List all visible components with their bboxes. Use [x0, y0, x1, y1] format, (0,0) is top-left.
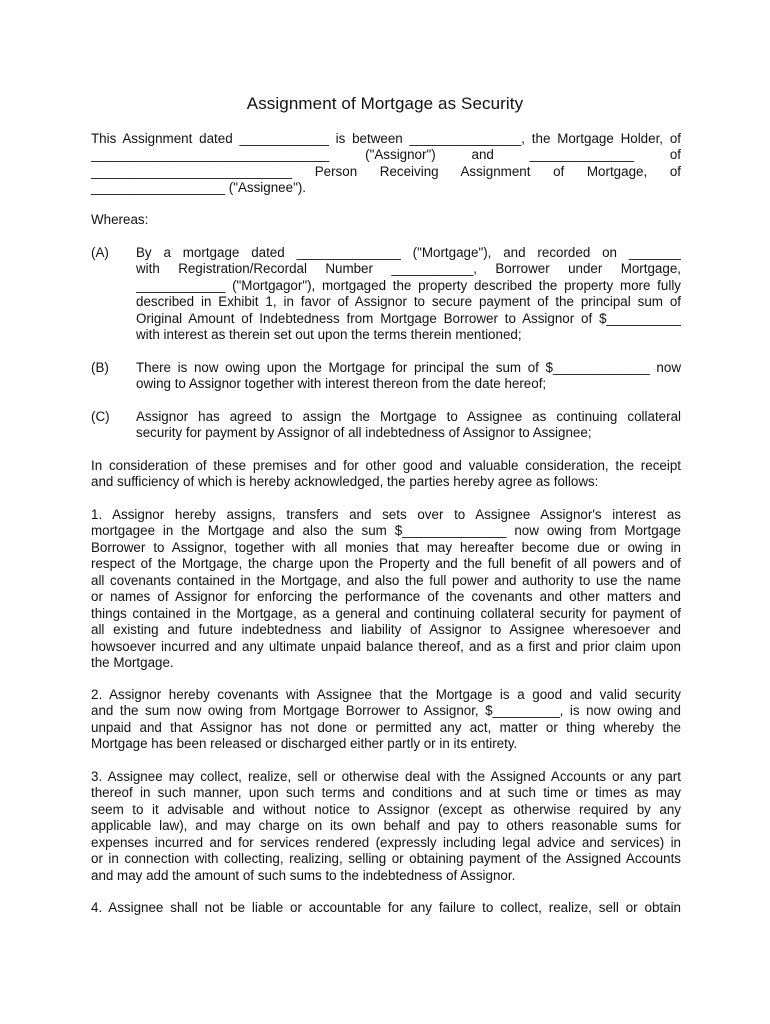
recital-line: with interest as therein set out upon the terms therein mentioned; — [136, 327, 522, 343]
recital-line: with Registration/Recordal Number ___________, Borrower under Mortgage, — [136, 261, 681, 277]
recital-line: owing to Assignor together with interest thereon from the date hereof; — [136, 376, 547, 392]
clause-4 — [91, 900, 681, 916]
whereas-text: Whereas: — [91, 212, 149, 227]
clause-line: all existing and future indebtedness and liability of Assignor to Assignee wheresoever and — [91, 622, 681, 638]
whereas-heading — [91, 212, 681, 228]
clause-line: or in connection with collecting, realizing, selling or obtaining payment of the Assigned Accounts — [91, 851, 681, 867]
recital-line: security for payment by Assignor of all indebtedness of Assignor to Assignee; — [136, 425, 592, 441]
recital-line: Original Amount of Indebtedness from Mortgage Borrower to Assignor of $__________ — [136, 310, 681, 326]
clause-line: and the sum now owing from Mortgage Borrower to Assignor, $_________, is now owing and — [91, 703, 681, 719]
clause-line: things contained in the Mortgage, as a general and continuing collateral security for payment of — [91, 605, 681, 621]
recital-label: (A) — [91, 245, 109, 260]
recital-content — [136, 245, 681, 344]
consideration-line: In consideration of these premises and for other good and valuable consideration, the receipt — [91, 458, 681, 473]
clause-line: applicable law), and may charge on its own behalf and pay to others reasonable sums for — [91, 818, 681, 834]
intro-line: __________________ ("Assignee"). — [91, 180, 307, 196]
consideration-paragraph — [91, 458, 681, 491]
recital-line: By a mortgage dated ______________ ("Mortgage"), and recorded on _______ — [136, 245, 681, 260]
intro-line: ________________________________ ("Assignor") and ______________ of — [91, 147, 681, 163]
consideration-line: and sufficiency of which is hereby acknowledged, the parties hereby agree as follows: — [91, 474, 599, 490]
clause-line: all covenants contained in the Mortgage, and also the full power and authority to use the name — [91, 572, 681, 588]
clause-line: 4. Assignee shall not be liable or accountable for any failure to collect, realize, sell or obtain — [91, 900, 681, 915]
intro-line: This Assignment dated ____________ is between _______________, the Mortgage Holder, of — [91, 131, 681, 146]
clause-line: thereof in such manner, upon such terms and conditions and at such time or times as may — [91, 785, 681, 801]
recital-line: There is now owing upon the Mortgage for principal the sum of $_____________ now — [136, 360, 681, 375]
intro-paragraph — [91, 131, 681, 197]
clause-line: 1. Assignor hereby assigns, transfers and sets over to Assignee Assignor's interest as — [91, 507, 681, 522]
clause-line: the Mortgage. — [91, 654, 174, 670]
clause-line: 3. Assignee may collect, realize, sell or otherwise deal with the Assigned Accounts or any part — [91, 769, 681, 784]
recital-line: described in Exhibit 1, in favor of Assignor to secure payment of the principal sum of — [136, 294, 681, 310]
clause-3 — [91, 769, 681, 884]
clause-line: seem to it advisable and without notice to Assignor (except as otherwise required by any — [91, 801, 681, 817]
recital-line: Assignor has agreed to assign the Mortgage to Assignee as continuing collateral — [136, 409, 681, 424]
clause-line: respect of the Mortgage, the charge upon the Property and the full benefit of all powers and of — [91, 556, 681, 572]
intro-line: ___________________________ Person Receiving Assignment of Mortgage, of — [91, 163, 681, 179]
clause-line: Borrower to Assignor, together with all monies that may hereafter become due or owing in — [91, 539, 681, 555]
recital-content — [136, 409, 681, 442]
recital-line: ____________ ("Mortgagor"), mortgaged the property described the property more fully — [136, 277, 681, 293]
clause-line: Mortgage has been released or discharged either partly or in its entirety. — [91, 736, 518, 752]
recital-content — [136, 360, 681, 393]
clause-1 — [91, 507, 681, 671]
clause-line: or names of Assignor for enforcing the performance of the covenants and other matters and — [91, 589, 681, 605]
recital-label: (C) — [91, 409, 110, 424]
clause-line: 2. Assignor hereby covenants with Assignee that the Mortgage is a good and valid security — [91, 687, 681, 702]
clause-line: howsoever incurred and any ultimate unpaid balance thereof, and as a first and prior claim upon — [91, 638, 681, 654]
recital-label: (B) — [91, 360, 109, 375]
clause-line: unpaid and that Assignor has not done or permitted any act, matter or thing whereby the — [91, 719, 681, 735]
clause-2 — [91, 687, 681, 753]
clause-line: expenses incurred and for services rendered (expressly including legal advice and services) in — [91, 834, 681, 850]
clause-line: mortgagee in the Mortgage and also the sum $______________ now owing from Mortgage — [91, 523, 681, 539]
clause-line: and may add the amount of such sums to the indebtedness of Assignor. — [91, 867, 516, 883]
document-title: Assignment of Mortgage as Security — [246, 94, 524, 113]
